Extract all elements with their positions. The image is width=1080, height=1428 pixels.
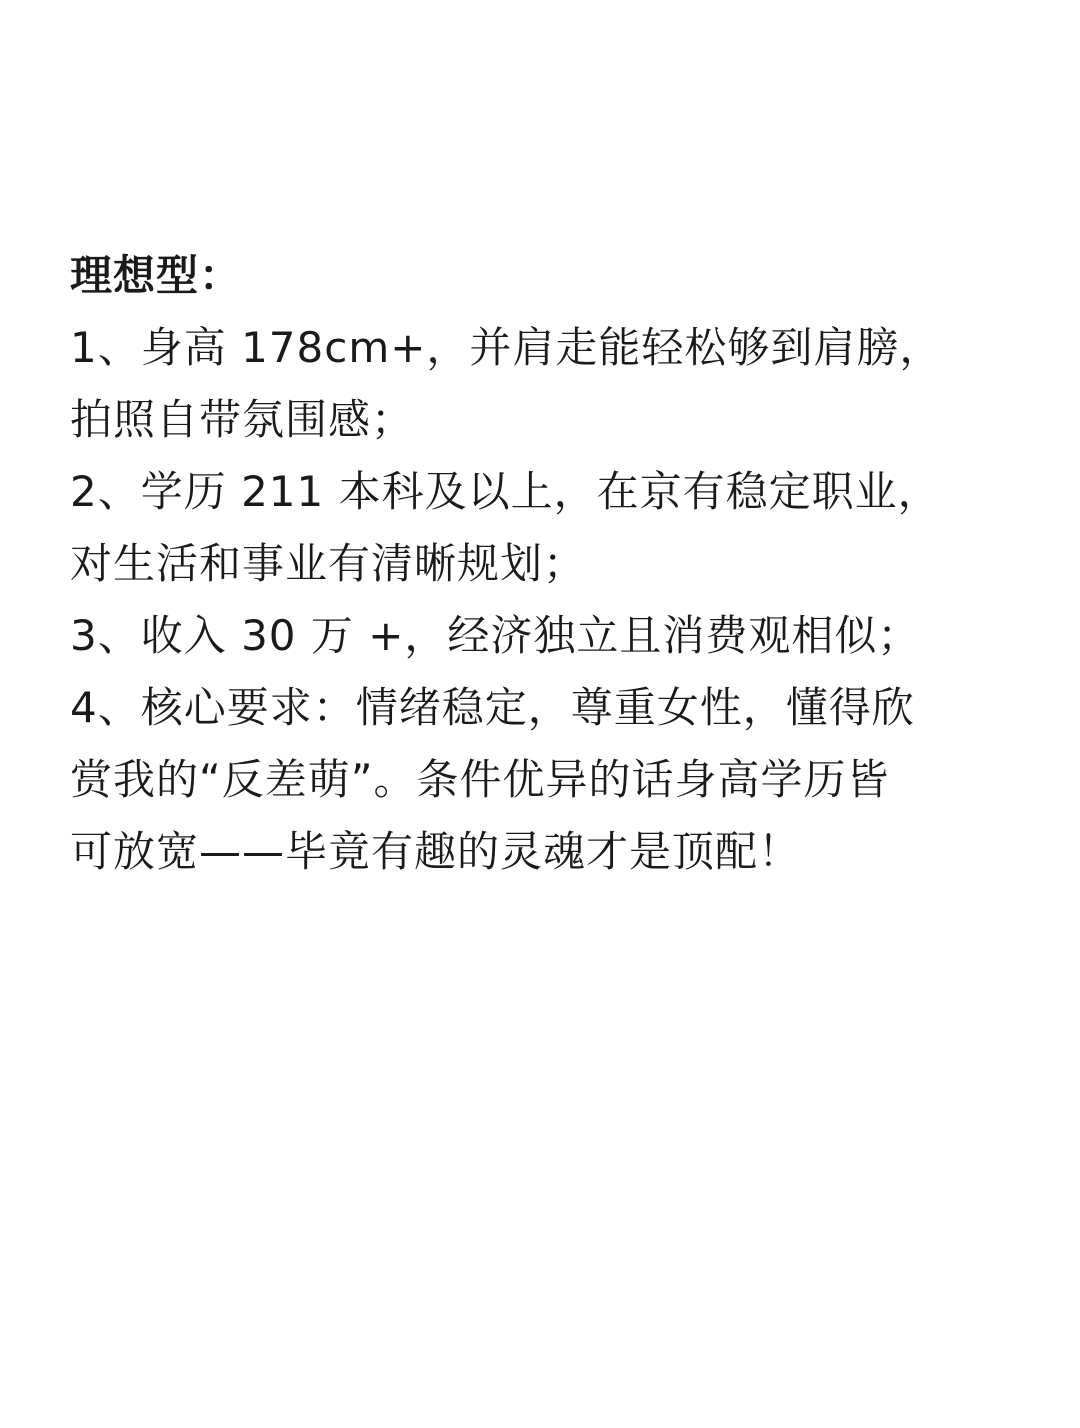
text-line: 可放宽——毕竟有趣的灵魂才是顶配！ — [70, 827, 802, 876]
document-body — [70, 240, 1010, 888]
heading: 理想型： — [70, 251, 243, 300]
text-line: 赏我的“反差萌”。条件优异的话身高学历皆 — [70, 755, 890, 804]
text-line: 3、收入 30 万 +，经济独立且消费观相似； — [70, 611, 921, 660]
text-line: 1、身高 178cm+，并肩走能轻松够到肩膀， — [70, 323, 943, 372]
text-line: 拍照自带氛围感； — [70, 395, 415, 444]
text-line: 2、学历 211 本科及以上，在京有稳定职业， — [70, 467, 941, 516]
text-line: 对生活和事业有清晰规划； — [70, 539, 587, 588]
text-line: 4、核心要求：情绪稳定，尊重女性，懂得欣 — [70, 683, 915, 732]
